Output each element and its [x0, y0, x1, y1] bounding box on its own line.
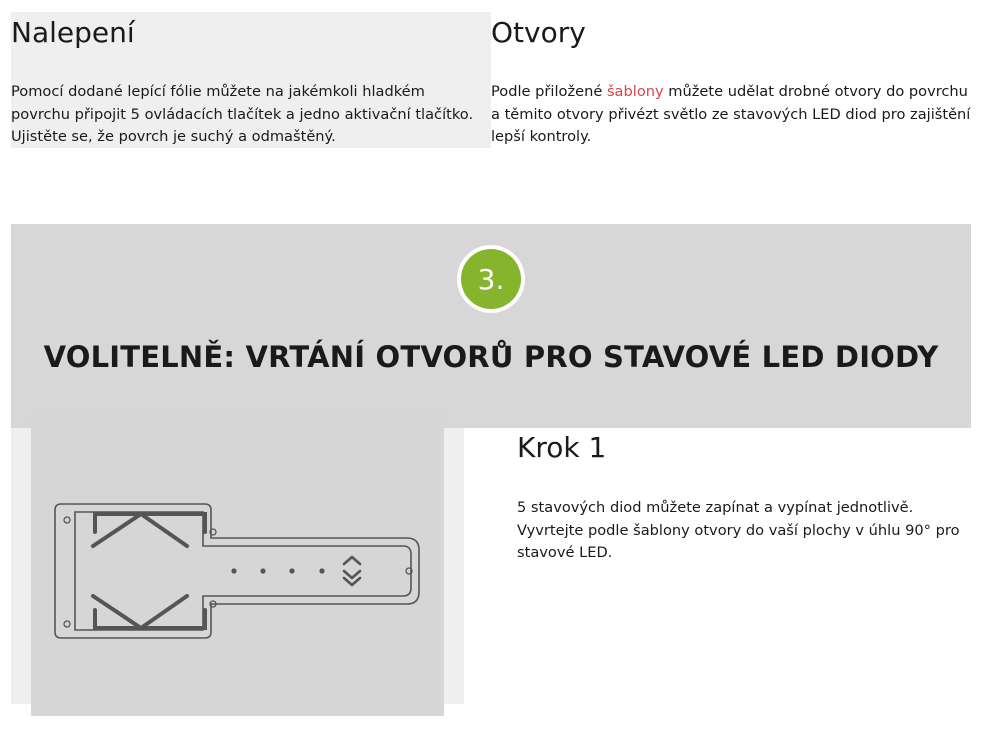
krok-text-line: stavové LED. [517, 544, 613, 561]
otvory-text-line: lepší kontroly. [491, 128, 592, 145]
nalepeni-text-line: Ujistěte se, že povrch je suchý a odmaštěný. [11, 128, 336, 145]
nalepeni-title: Nalepení [11, 16, 135, 49]
krok-text [517, 497, 977, 565]
corner-brackets [95, 514, 205, 628]
krok-text-line: 5 stavových diod můžete zapínat a vypínat jednotlivě. [517, 499, 914, 516]
krok-text-line: Vyvrtejte podle šablony otvory do vaší plochy v úhlu 90° pro [517, 521, 960, 539]
drilling-template-illustration [31, 414, 444, 716]
otvory-title: Otvory [491, 16, 586, 49]
nalepeni-text-line: Pomocí dodané lepící fólie můžete na jakémkoli hladkém [11, 83, 425, 100]
krok-title: Krok 1 [517, 431, 607, 464]
nalepeni-text [11, 81, 489, 149]
otvory-text-line: a těmito otvory přivézt světlo ze stavových LED diod pro zajištění [491, 105, 971, 123]
otvory-text-part: můžete udělat drobné otvory do povrchu [663, 83, 968, 100]
chevron-logo-icon [344, 557, 360, 585]
arrow-strokes [93, 514, 187, 628]
step-number: 3. [461, 249, 521, 309]
nalepeni-text-line: povrchu připojit 5 ovládacích tlačítek a jedno aktivační tlačítko. [11, 105, 474, 123]
step-number-badge [457, 245, 525, 313]
sablony-link[interactable]: šablony [606, 83, 664, 100]
step-heading: VOLITELNĚ: VRTÁNÍ OTVORŮ PRO STAVOVÉ LED DIODY [43, 340, 939, 374]
led-dots [231, 568, 324, 573]
otvory-text-part: Podle přiložené [491, 83, 607, 100]
template-outline [55, 504, 419, 638]
otvory-text [491, 81, 981, 149]
